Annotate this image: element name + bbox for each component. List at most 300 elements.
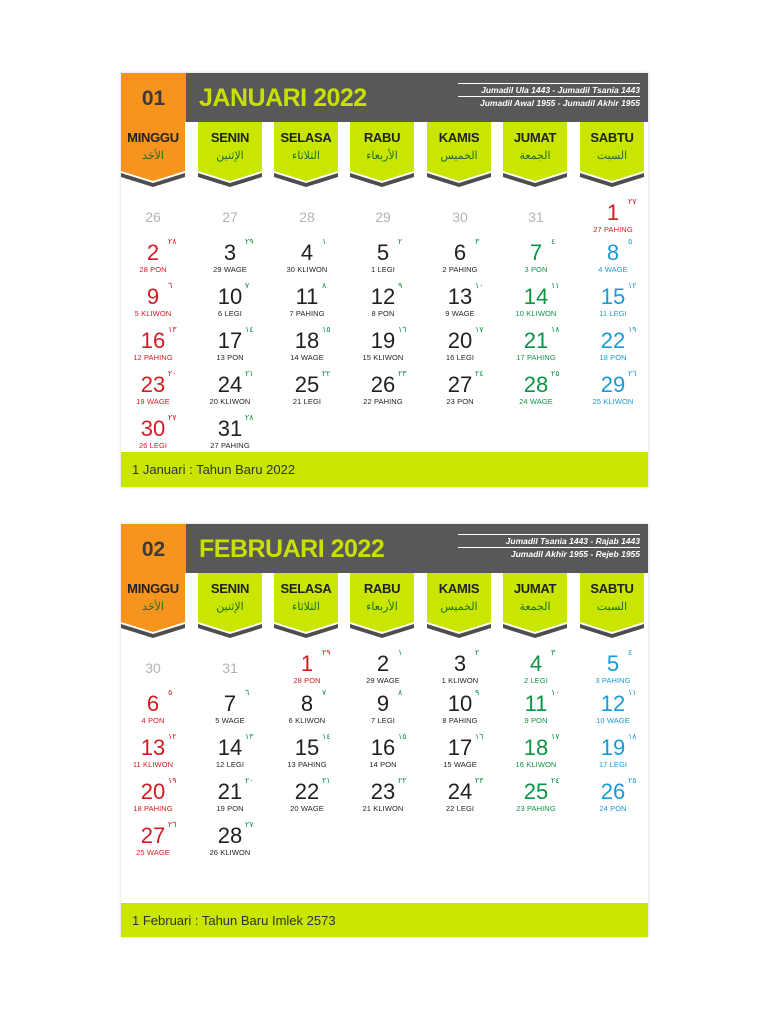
weekday-label: SELASA <box>280 130 332 145</box>
date-cell <box>192 688 268 736</box>
date-number: 5 <box>606 651 620 676</box>
weekday-sabtu <box>580 122 644 188</box>
date-number: 16 <box>370 735 396 760</box>
date-cell <box>192 237 268 285</box>
hijri-date: ٤ <box>551 237 556 246</box>
date-number: 10 <box>217 284 243 309</box>
hijri-date: ٢٨ <box>245 413 254 422</box>
header-divider <box>458 96 640 97</box>
javanese-date: 17 LEGI <box>598 760 628 769</box>
javanese-date: 8 PON <box>371 309 395 318</box>
header-divider <box>458 534 640 535</box>
weekday-label: SABTU <box>590 581 634 596</box>
weekday-arabic-label: الأحَد <box>142 600 164 613</box>
date-number: 18 <box>294 328 320 353</box>
javanese-date: 23 PAHING <box>516 804 556 813</box>
date-number: 27 <box>222 209 238 225</box>
date-number: 14 <box>523 284 549 309</box>
javanese-date: 24 PON <box>599 804 627 813</box>
date-cell <box>192 732 268 780</box>
date-cell <box>192 369 268 417</box>
weekday-arabic-label: الخميس <box>440 600 478 613</box>
javanese-date: 28 PON <box>293 676 321 685</box>
javanese-date: 17 PAHING <box>516 353 556 362</box>
hijri-date: ٢٥ <box>551 369 560 378</box>
date-number: 21 <box>217 779 243 804</box>
javanese-date: 4 WAGE <box>598 265 628 274</box>
date-cell <box>575 732 651 780</box>
date-number: 30 <box>452 209 468 225</box>
hijri-date: ١٦ <box>398 325 407 334</box>
date-number: 4 <box>300 240 314 265</box>
weekday-selasa <box>274 122 338 188</box>
hijri-date: ٢ <box>398 237 403 246</box>
date-cell <box>115 281 191 329</box>
hijri-date: ٢٩ <box>245 237 254 246</box>
weekday-header <box>121 573 648 639</box>
date-number: 31 <box>217 416 243 441</box>
date-cell <box>192 652 268 696</box>
javanese-date: 24 WAGE <box>519 397 553 406</box>
hijri-date: ٩ <box>398 281 403 290</box>
holiday-note <box>121 903 648 937</box>
date-cell <box>115 652 191 696</box>
date-number: 22 <box>294 779 320 804</box>
javanese-date: 13 PON <box>216 353 244 362</box>
date-cell <box>422 688 498 736</box>
hijri-range: Jumadil Tsania 1443 - Rajab 1443 <box>505 536 640 546</box>
javanese-date: 13 PAHING <box>287 760 327 769</box>
javanese-date: 8 PAHING <box>442 716 478 725</box>
hijri-date: ٢٨ <box>168 237 177 246</box>
date-number: 17 <box>217 328 243 353</box>
date-number: 11 <box>295 284 319 309</box>
date-number: 13 <box>447 284 473 309</box>
weekday-label: MINGGU <box>127 581 179 596</box>
date-number: 30 <box>140 416 166 441</box>
date-cell <box>345 325 421 373</box>
hijri-date: ٤ <box>628 648 633 657</box>
hijri-date: ٢٤ <box>475 369 484 378</box>
weekday-senin <box>198 573 262 639</box>
date-number: 7 <box>223 691 237 716</box>
javanese-date: 11 LEGI <box>599 309 627 318</box>
javanese-date: 29 WAGE <box>213 265 247 274</box>
hijri-date: ١١ <box>551 281 560 290</box>
javanese-date: 14 WAGE <box>290 353 324 362</box>
date-cell <box>575 369 651 417</box>
date-number: 9 <box>376 691 390 716</box>
date-number: 28 <box>299 209 315 225</box>
date-cell <box>498 201 574 245</box>
hijri-date: ١١ <box>628 688 637 697</box>
date-number: 31 <box>528 209 544 225</box>
hijri-date: ٨ <box>322 281 327 290</box>
date-number: 26 <box>600 779 626 804</box>
date-cell <box>115 325 191 373</box>
hijri-date: ٩ <box>475 688 480 697</box>
date-cell <box>422 369 498 417</box>
date-cell <box>269 369 345 417</box>
date-cell <box>269 648 345 696</box>
date-number: 25 <box>523 779 549 804</box>
javanese-date: 19 WAGE <box>136 397 170 406</box>
date-number: 29 <box>375 209 391 225</box>
javanese-date: 12 LEGI <box>215 760 245 769</box>
hijri-date: ٧ <box>245 281 250 290</box>
date-cell <box>422 776 498 824</box>
weekday-label: MINGGU <box>127 130 179 145</box>
date-cell <box>269 325 345 373</box>
date-number: 30 <box>145 660 161 676</box>
hijri-date: ١٨ <box>551 325 560 334</box>
date-cell <box>269 201 345 245</box>
hijri-date: ٢٧ <box>628 197 637 206</box>
date-cell <box>422 237 498 285</box>
month-title: FEBRUARI 2022 <box>199 535 385 563</box>
hijri-date: ٢١ <box>245 369 254 378</box>
javanese-date: 20 WAGE <box>290 804 324 813</box>
date-cell <box>269 237 345 285</box>
date-number: 21 <box>523 328 549 353</box>
hijri-date: ٢٧ <box>168 413 177 422</box>
holiday-note-text: 1 Januari : Tahun Baru 2022 <box>132 462 296 477</box>
javanese-date: 25 WAGE <box>136 848 170 857</box>
javanese-date: 6 KLIWON <box>288 716 326 725</box>
date-number: 16 <box>140 328 166 353</box>
date-cell <box>345 281 421 329</box>
weekday-arabic-label: السبت <box>596 149 628 162</box>
javanese-date: 21 KLIWON <box>362 804 404 813</box>
month-number: 01 <box>121 73 186 122</box>
hijri-date: ٥ <box>168 688 173 697</box>
date-number: 8 <box>300 691 314 716</box>
weekday-arabic-label: الثلاثاء <box>292 600 320 613</box>
javanese-date: 15 KLIWON <box>362 353 404 362</box>
hijri-date: ١٢ <box>168 732 177 741</box>
date-cell <box>498 648 574 696</box>
javanese-date: 10 WAGE <box>596 716 630 725</box>
hijri-date: ٢٤ <box>551 776 560 785</box>
hijri-date: ١٢ <box>628 281 637 290</box>
weekday-senin <box>198 122 262 188</box>
date-number: 10 <box>447 691 473 716</box>
hijri-date: ١٧ <box>551 732 560 741</box>
hijri-range: Jumadil Ula 1443 - Jumadil Tsania 1443 <box>481 85 640 95</box>
date-number: 17 <box>447 735 473 760</box>
javanese-date: 22 LEGI <box>445 804 475 813</box>
javanese-date: 14 PON <box>369 760 397 769</box>
date-cell <box>115 688 191 736</box>
date-number: 6 <box>146 691 160 716</box>
date-number: 24 <box>217 372 243 397</box>
date-cell <box>575 325 651 373</box>
date-number: 20 <box>140 779 166 804</box>
date-number: 24 <box>447 779 473 804</box>
javanese-date: 23 PON <box>446 397 474 406</box>
month-number: 02 <box>121 524 186 573</box>
javanese-range: Jumadil Akhir 1955 - Rejeb 1955 <box>510 549 640 559</box>
date-number: 18 <box>523 735 549 760</box>
date-number: 27 <box>140 823 166 848</box>
date-number: 15 <box>600 284 626 309</box>
date-number: 1 <box>606 200 620 225</box>
weekday-label: KAMIS <box>438 581 480 596</box>
javanese-date: 27 PAHING <box>210 441 250 450</box>
javanese-date: 6 LEGI <box>218 309 242 318</box>
hijri-date: ٧ <box>322 688 327 697</box>
hijri-date: ٢١ <box>322 776 331 785</box>
javanese-date: 4 PON <box>141 716 165 725</box>
javanese-date: 30 KLIWON <box>286 265 328 274</box>
date-cell <box>498 281 574 329</box>
hijri-date: ٦ <box>245 688 250 697</box>
date-cell <box>192 325 268 373</box>
javanese-date: 9 WAGE <box>445 309 475 318</box>
date-number: 31 <box>222 660 238 676</box>
month-title: JANUARI 2022 <box>199 84 367 112</box>
hijri-date: ١٩ <box>628 325 637 334</box>
weekday-minggu <box>121 122 185 188</box>
calendar-january <box>121 73 648 487</box>
date-cell <box>422 648 498 696</box>
date-number: 13 <box>140 735 166 760</box>
hijri-date: ١٥ <box>322 325 331 334</box>
date-number: 14 <box>217 735 243 760</box>
date-cell <box>345 648 421 696</box>
hijri-date: ١٦ <box>475 732 484 741</box>
date-cell <box>115 820 191 868</box>
javanese-date: 2 PAHING <box>442 265 478 274</box>
date-number: 19 <box>600 735 626 760</box>
hijri-date: ١٧ <box>475 325 484 334</box>
hijri-date: ٢٩ <box>322 648 331 657</box>
weekday-selasa <box>274 573 338 639</box>
date-number: 26 <box>145 209 161 225</box>
hijri-date: ١٨ <box>628 732 637 741</box>
hijri-date: ١٥ <box>398 732 407 741</box>
date-number: 26 <box>370 372 396 397</box>
javanese-date: 16 LEGI <box>445 353 475 362</box>
javanese-date: 27 PAHING <box>593 225 633 234</box>
date-number: 25 <box>294 372 320 397</box>
date-cell <box>192 281 268 329</box>
javanese-date: 3 PAHING <box>595 676 631 685</box>
javanese-date: 18 PON <box>599 353 627 362</box>
date-cell <box>422 201 498 245</box>
date-cell <box>115 237 191 285</box>
hijri-date: ٢٠ <box>245 776 254 785</box>
date-number: 8 <box>606 240 620 265</box>
weekday-arabic-label: الجمعة <box>519 600 551 613</box>
date-cell <box>575 197 651 245</box>
date-cell <box>498 325 574 373</box>
date-number: 4 <box>529 651 543 676</box>
weekday-jumat <box>503 573 567 639</box>
weekday-sabtu <box>580 573 644 639</box>
javanese-date: 18 PAHING <box>133 804 173 813</box>
header-divider <box>458 547 640 548</box>
weekday-arabic-label: الأربعاء <box>366 149 398 162</box>
weekday-label: RABU <box>363 130 401 145</box>
weekday-label: SENIN <box>210 581 250 596</box>
date-cell <box>345 237 421 285</box>
date-number: 15 <box>294 735 320 760</box>
hijri-date: ١٣ <box>168 325 177 334</box>
hijri-date: ٢٣ <box>398 369 407 378</box>
weekday-rabu <box>350 573 414 639</box>
date-cell <box>115 776 191 824</box>
weekday-label: KAMIS <box>438 130 480 145</box>
weekday-label: SABTU <box>590 130 634 145</box>
javanese-date: 28 PON <box>139 265 167 274</box>
javanese-range: Jumadil Awal 1955 - Jumadil Akhir 1955 <box>480 98 640 108</box>
date-cell <box>422 732 498 780</box>
date-cell <box>345 369 421 417</box>
javanese-date: 9 PON <box>524 716 548 725</box>
weekday-kamis <box>427 122 491 188</box>
date-cell <box>115 201 191 245</box>
javanese-date: 5 KLIWON <box>134 309 172 318</box>
date-number: 19 <box>370 328 396 353</box>
hijri-date: ١ <box>322 237 327 246</box>
hijri-date: ١٣ <box>245 732 254 741</box>
javanese-date: 7 PAHING <box>289 309 325 318</box>
date-cell <box>345 732 421 780</box>
date-cell <box>575 281 651 329</box>
javanese-date: 20 KLIWON <box>209 397 251 406</box>
hijri-date: ٢٠ <box>168 369 177 378</box>
date-cell <box>498 369 574 417</box>
hijri-date: ٨ <box>398 688 403 697</box>
date-cell <box>345 688 421 736</box>
hijri-date: ١٤ <box>322 732 331 741</box>
weekday-label: SELASA <box>280 581 332 596</box>
date-number: 28 <box>217 823 243 848</box>
date-cell <box>115 732 191 780</box>
date-number: 1 <box>300 651 314 676</box>
weekday-arabic-label: السبت <box>596 600 628 613</box>
hijri-date: ٢٦ <box>628 369 637 378</box>
date-cell <box>269 688 345 736</box>
date-number: 5 <box>376 240 390 265</box>
weekday-arabic-label: الخميس <box>440 149 478 162</box>
calendar-february <box>121 524 648 937</box>
hijri-date: ١ <box>398 648 403 657</box>
date-number: 12 <box>370 284 396 309</box>
weekday-label: RABU <box>363 581 401 596</box>
date-number: 3 <box>453 651 467 676</box>
hijri-date: ٣ <box>475 237 480 246</box>
javanese-date: 11 KLIWON <box>132 760 174 769</box>
weekday-arabic-label: الإثنين <box>216 600 244 613</box>
javanese-date: 21 LEGI <box>292 397 322 406</box>
hijri-date: ٢٣ <box>475 776 484 785</box>
date-cell <box>422 281 498 329</box>
date-cell <box>498 688 574 736</box>
hijri-date: ٢٢ <box>398 776 407 785</box>
date-cell <box>498 237 574 285</box>
date-cell <box>575 776 651 824</box>
javanese-date: 22 PAHING <box>363 397 403 406</box>
weekday-arabic-label: الإثنين <box>216 149 244 162</box>
javanese-date: 26 LEGI <box>138 441 168 450</box>
hijri-date: ٣ <box>551 648 556 657</box>
weekday-rabu <box>350 122 414 188</box>
month-header <box>121 524 648 573</box>
holiday-note <box>121 452 648 487</box>
date-number: 12 <box>600 691 626 716</box>
date-number: 2 <box>376 651 390 676</box>
date-number: 29 <box>600 372 626 397</box>
date-cell <box>269 281 345 329</box>
date-cell <box>115 369 191 417</box>
weekday-header <box>121 122 648 188</box>
hijri-date: ٦ <box>168 281 173 290</box>
javanese-date: 1 KLIWON <box>441 676 479 685</box>
holiday-note-text: 1 Februari : Tahun Baru Imlek 2573 <box>132 913 336 928</box>
hijri-date: ٢٢ <box>322 369 331 378</box>
date-cell <box>345 201 421 245</box>
date-cell <box>498 732 574 780</box>
javanese-date: 2 LEGI <box>524 676 548 685</box>
date-number: 27 <box>447 372 473 397</box>
date-cell <box>269 732 345 780</box>
javanese-date: 16 KLIWON <box>515 760 557 769</box>
javanese-date: 29 WAGE <box>366 676 400 685</box>
weekday-kamis <box>427 573 491 639</box>
javanese-date: 10 KLIWON <box>515 309 557 318</box>
date-number: 28 <box>523 372 549 397</box>
date-cell <box>575 237 651 285</box>
weekday-arabic-label: الثلاثاء <box>292 149 320 162</box>
date-number: 7 <box>529 240 543 265</box>
javanese-date: 15 WAGE <box>443 760 477 769</box>
date-number: 22 <box>600 328 626 353</box>
weekday-arabic-label: الأحَد <box>142 149 164 162</box>
javanese-date: 5 WAGE <box>215 716 245 725</box>
weekday-jumat <box>503 122 567 188</box>
date-number: 6 <box>453 240 467 265</box>
javanese-date: 19 PON <box>216 804 244 813</box>
date-cell <box>192 820 268 868</box>
javanese-date: 25 KLIWON <box>592 397 634 406</box>
date-cell <box>345 776 421 824</box>
hijri-date: ٢ <box>475 648 480 657</box>
date-cell <box>192 776 268 824</box>
javanese-date: 26 KLIWON <box>209 848 251 857</box>
date-number: 9 <box>146 284 160 309</box>
javanese-date: 1 LEGI <box>371 265 395 274</box>
date-number: 23 <box>370 779 396 804</box>
weekday-label: SENIN <box>210 130 250 145</box>
hijri-date: ٢٧ <box>245 820 254 829</box>
hijri-date: ١٠ <box>475 281 484 290</box>
hijri-date: ٥ <box>628 237 633 246</box>
date-number: 11 <box>524 691 548 716</box>
javanese-date: 7 LEGI <box>371 716 395 725</box>
weekday-label: JUMAT <box>513 581 557 596</box>
weekday-minggu <box>121 573 185 639</box>
hijri-date: ٢٦ <box>168 820 177 829</box>
month-header <box>121 73 648 122</box>
javanese-date: 3 PON <box>524 265 548 274</box>
weekday-label: JUMAT <box>513 130 557 145</box>
date-number: 3 <box>223 240 237 265</box>
hijri-date: ٢٥ <box>628 776 637 785</box>
date-cell <box>192 201 268 245</box>
weekday-arabic-label: الجمعة <box>519 149 551 162</box>
